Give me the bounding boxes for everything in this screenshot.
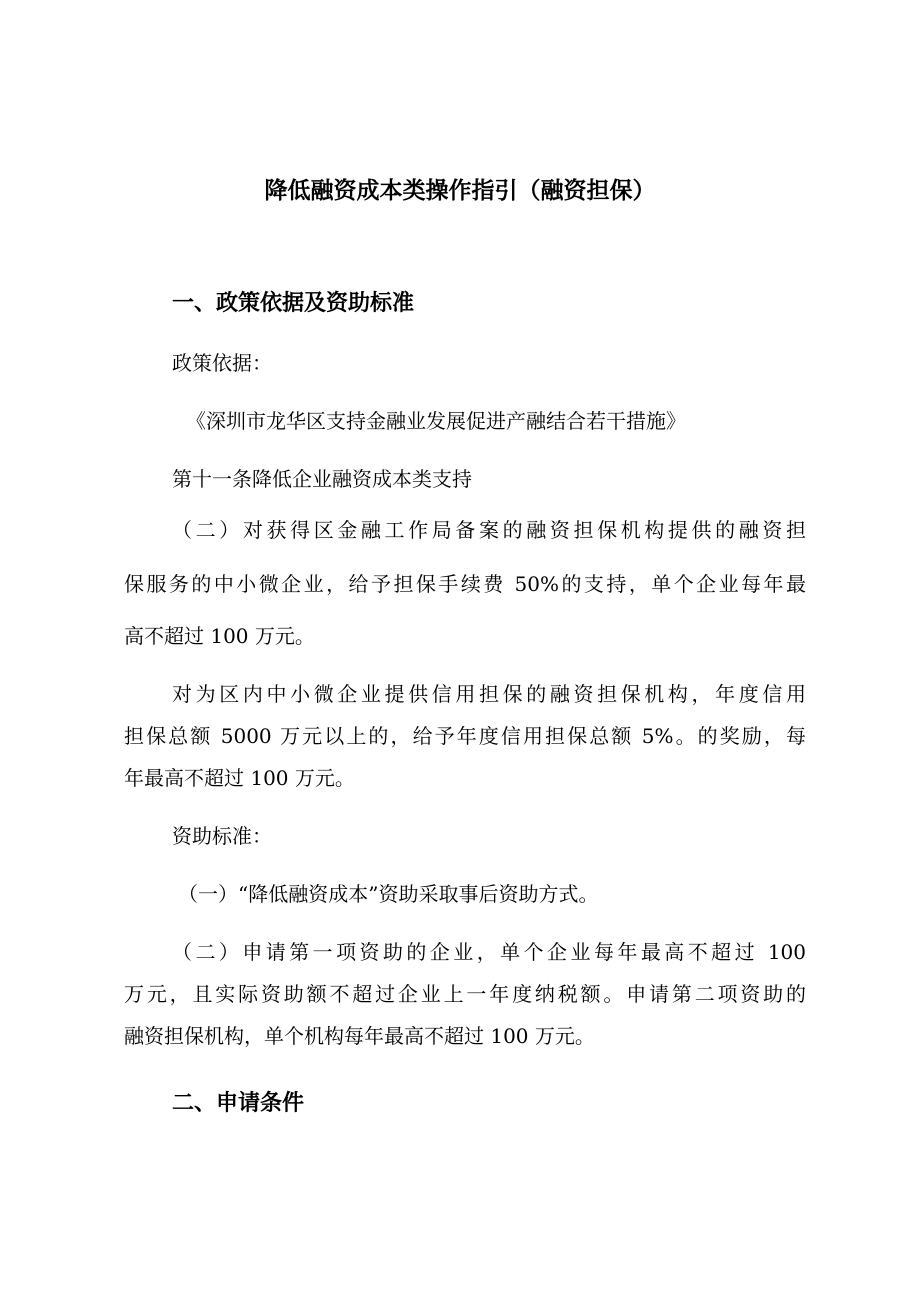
paragraph-line: 担保总额 5000 万元以上的，给予年度信用担保总额 5%。的奖励，每	[124, 724, 806, 748]
paragraph-line: 对为区内中小微企业提供信用担保的融资担保机构，年度信用	[172, 682, 806, 706]
policy-article: 第十一条降低企业融资成本类支持	[172, 467, 472, 491]
paragraph-line: 保服务的中小微企业，给予担保手续费 50%的支持，单个企业每年最	[124, 572, 806, 596]
paragraph-line: 万元，且实际资助额不超过企业上一年度纳税额。申请第二项资助的	[124, 982, 806, 1006]
paragraph-line: 融资担保机构，单个机构每年最高不超过 100 万元。	[124, 1024, 595, 1048]
paragraph-line: 年最高不超过 100 万元。	[124, 766, 355, 790]
section-heading-policy: 一、政策依据及资助标准	[172, 291, 415, 316]
policy-document-name: 《深圳市龙华区支持金融业发展促进产融结合若干措施》	[186, 409, 686, 433]
document-title: 降低融资成本类操作指引（融资担保）	[264, 178, 656, 204]
paragraph-line: （二）对获得区金融工作局备案的融资担保机构提供的融资担	[172, 518, 806, 542]
funding-standard-label: 资助标准：	[172, 824, 272, 848]
paragraph-line: 高不超过 100 万元。	[124, 624, 315, 648]
funding-standard-item: （一）“降低融资成本”资助采取事后资助方式。	[178, 882, 599, 906]
paragraph-line: （二）申请第一项资助的企业，单个企业每年最高不超过 100	[172, 940, 806, 964]
policy-basis-label: 政策依据：	[172, 351, 272, 375]
section-heading-conditions: 二、申请条件	[172, 1091, 305, 1116]
